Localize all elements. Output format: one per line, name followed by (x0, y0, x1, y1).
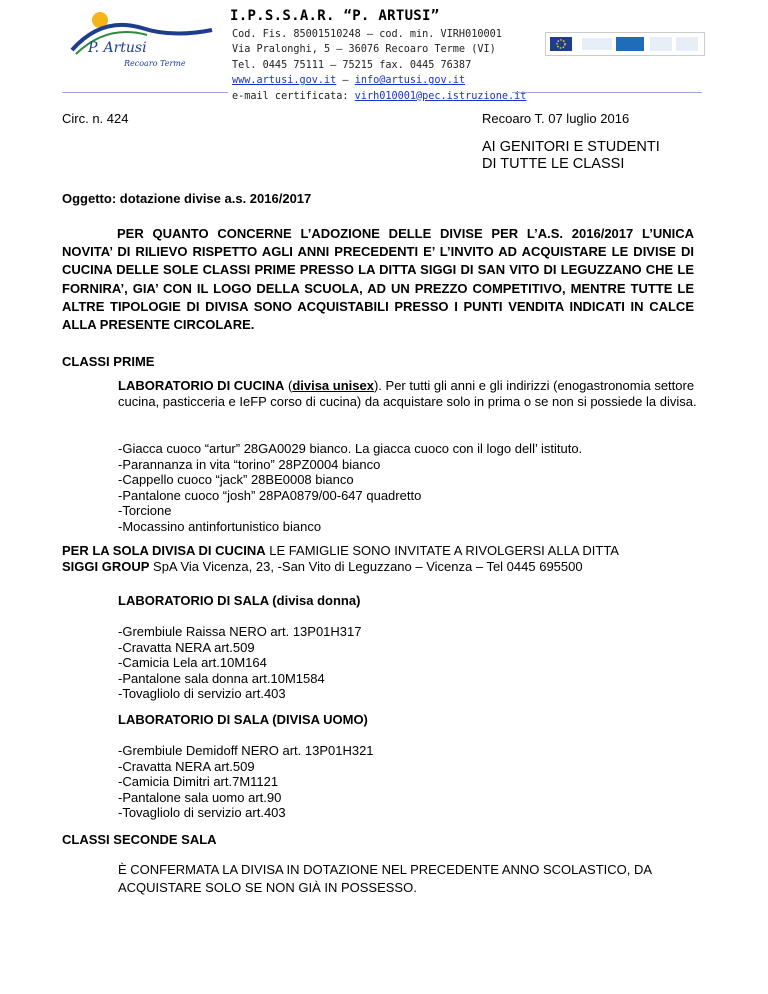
list-item: -Grembiule Demidoff NERO art. 13P01H321 (118, 743, 374, 758)
list-item: -Torcione (118, 503, 172, 519)
list-item: -Parannanza in vita “torino” 28PZ0004 bianco (118, 456, 381, 472)
intro-paragraph: PER QUANTO CONCERNE L’ADOZIONE DELLE DIVISE PER L’A.S. 2016/2017 L’UNICA NOVITA’ DI RILIEVO RISPETTO AGLI ANNI PRECEDENTI E’ L’INVITO AD ACQUISTARE LE DIVISE DI CUCINA DELLE SOLE CLASSI PRIME PRESSO LA DITTA SIGGI DI SAN VITO DI LEGUZZANO CHE LE FORNIRA’, GIA’ CON IL LOGO DELLA SCUOLA, AD UN PREZZO COMPETITIVO, MENTRE TUTTE LE ALTRE TIPOLOGIE DI DIVISA SONO ACQUISTABILI PRESSO I PUNTI VENDITA INDICATI IN CALCE ALLA PRESENTE CIRCOLARE. (62, 226, 694, 333)
banner-graphic (546, 33, 704, 55)
header-line-1: Cod. Fis. 85001510248 – cod. min. VIRH010001 (232, 29, 502, 40)
subject: Oggetto: dotazione divise a.s. 2016/2017 (62, 191, 312, 206)
section-title-seconde: CLASSI SECONDE SALA (62, 832, 217, 847)
siggi-paragraph (62, 543, 702, 574)
logo-graphic (62, 8, 222, 72)
list-item: -Camicia Dimitri art.7M1121 (118, 774, 279, 790)
list-item: -Giacca cuoco “artur” 28GA0029 bianco. La giacca cuoco con il logo dell’ istituto. (118, 441, 583, 456)
header-line-4 (232, 73, 526, 88)
sala-uomo-list (118, 743, 374, 821)
school-logo (62, 8, 222, 72)
list-item: -Camicia Lela art.10M164 (118, 655, 267, 671)
header-line-5 (232, 89, 526, 104)
list-item: -Grembiule Raissa NERO art. 13P01H317 (118, 624, 362, 639)
list-item: -Cravatta NERA art.509 (118, 758, 255, 774)
list-item: -Pantalone sala donna art.10M1584 (118, 670, 325, 686)
siggi-bold-2: SIGGI GROUP (62, 558, 150, 574)
sala-donna-list (118, 624, 362, 702)
recipients-line-2: DI TUTTE LE CLASSI (482, 156, 625, 172)
siggi-bold-1: PER LA SOLA DIVISA DI CUCINA (62, 543, 266, 558)
circular-number: Circ. n. 424 (62, 111, 129, 126)
header-rule-left (62, 92, 228, 93)
eu-pon-banner (545, 32, 705, 56)
header-contacts (232, 27, 526, 104)
list-item: -Tovagliolo di servizio art.403 (118, 686, 286, 702)
list-item: -Pantalone cuoco “josh” 28PA0879/00-647 quadretto (118, 487, 422, 503)
list-item: -Tovagliolo di servizio art.403 (118, 805, 286, 821)
seconde-paragraph: È CONFERMATA LA DIVISA IN DOTAZIONE NEL PRECEDENTE ANNO SCOLASTICO, DA ACQUISTARE SOLO SE NON GIÀ IN POSSESSO. (118, 862, 652, 895)
lab-cucina-unisex: divisa unisex (292, 378, 374, 393)
website-link[interactable]: www.artusi.gov.it (232, 75, 337, 87)
header-line-3: Tel. 0445 75111 – 75215 fax. 0445 76387 (232, 59, 472, 71)
header-dash: – (336, 75, 355, 87)
pec-label: e-mail certificata: (232, 90, 355, 102)
lab-cucina-paragraph (118, 378, 698, 409)
lab-sala-uomo-title: LABORATORIO DI SALA (DIVISA UOMO) (118, 712, 368, 727)
header-line-2: Via Pralonghi, 5 – 36076 Recoaro Terme (VI) (232, 44, 496, 56)
school-name: I.P.S.S.A.R. “P. ARTUSI” (230, 8, 440, 24)
lab-sala-donna-title: LABORATORIO DI SALA (divisa donna) (118, 593, 361, 608)
list-item: -Cappello cuoco “jack” 28BE0008 bianco (118, 472, 354, 488)
recipients (482, 139, 660, 173)
recipients-line-1: AI GENITORI E STUDENTI (482, 139, 660, 155)
list-item: -Cravatta NERA art.509 (118, 639, 255, 655)
lab-cucina-open: ( (284, 378, 293, 393)
logo-text-2: Recoaro Terme (124, 59, 186, 68)
email-link[interactable]: info@artusi.gov.it (354, 75, 466, 87)
logo-text-1: P. Artusi (88, 40, 147, 56)
siggi-text-1: LE FAMIGLIE SONO INVITATE A RIVOLGERSI ALLA DITTA (265, 543, 619, 558)
cucina-items-list (118, 441, 582, 535)
lab-cucina-desc: ). Per tutti gli anni e gli indirizzi (enogastronomia settore cucina, pasticceria e IeFP corso di cucina) da acquistare solo in prima o se non si possiede la divisa. (118, 378, 697, 409)
list-item: -Pantalone sala uomo art.90 (118, 789, 282, 805)
circular-date: Recoaro T. 07 luglio 2016 (482, 111, 630, 126)
list-item: -Mocassino antinfortunistico bianco (118, 518, 322, 534)
pec-link[interactable]: virh010001@pec.istruzione.it (354, 90, 527, 102)
lab-cucina-label: LABORATORIO DI CUCINA (118, 378, 285, 393)
section-title-prime: CLASSI PRIME (62, 354, 155, 369)
siggi-text-2: SpA Via Vicenza, 23, -San Vito di Leguzzano – Vicenza – Tel 0445 695500 (149, 558, 583, 574)
header-rule-right (512, 92, 702, 93)
